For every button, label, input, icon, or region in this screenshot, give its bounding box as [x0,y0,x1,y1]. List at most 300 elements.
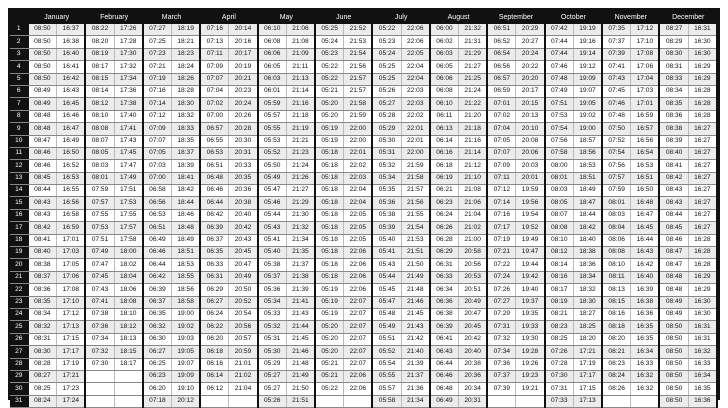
sunrise-cell: 06:57 [487,73,516,85]
table-row [10,247,717,259]
sunset-cell: 20:17 [516,85,545,97]
sunrise-cell: 06:37 [143,296,172,308]
sunrise-cell: 05:19 [315,296,344,308]
sunrise-cell: 07:25 [143,36,172,48]
sunrise-cell: 07:14 [143,98,172,110]
sunrise-cell: 08:18 [602,321,631,333]
sunrise-cell: 06:27 [143,346,172,358]
sunrise-cell: 06:08 [258,36,287,48]
sunset-cell: 21:49 [286,370,315,382]
sunrise-cell: 07:56 [545,135,574,147]
sunset-cell: 16:29 [688,271,717,283]
sunrise-cell: 07:29 [487,308,516,320]
day-number-cell: 8 [10,110,28,122]
sunset-cell: 19:09 [573,73,602,85]
sunrise-cell: 06:25 [143,358,172,370]
sunset-cell: 16:35 [631,333,660,345]
sunset-cell: 16:59 [631,110,660,122]
sunset-cell: 21:38 [286,271,315,283]
day-number-cell: 24 [10,308,28,320]
sunrise-cell: 06:53 [143,209,172,221]
sunrise-cell: 06:16 [200,358,229,370]
sunrise-cell: 08:12 [85,98,114,110]
sunset-cell: 18:39 [172,160,201,172]
sunset-cell: 20:14 [229,24,258,36]
sunrise-cell: 07:18 [143,395,172,407]
sunset-cell: 16:31 [688,24,717,36]
sunrise-cell: 07:46 [602,98,631,110]
sunset-cell: 18:10 [114,308,143,320]
sunrise-cell: 06:43 [430,346,459,358]
sunrise-cell: 06:14 [430,135,459,147]
sunrise-cell: 05:45 [372,284,401,296]
sunset-cell: 16:42 [57,73,86,85]
sunrise-cell: 06:05 [258,61,287,73]
sunset-cell: 21:10 [459,172,488,184]
sunrise-cell: 08:41 [659,160,688,172]
sunset-cell: 20:21 [229,73,258,85]
sunset-cell: 17:57 [114,222,143,234]
sunrise-cell: 06:20 [143,383,172,395]
sunset-cell [631,395,660,407]
sunrise-cell: 06:30 [143,333,172,345]
sunset-cell: 16:52 [57,160,86,172]
sunrise-cell: 06:27 [200,296,229,308]
sunrise-cell: 07:21 [487,247,516,259]
sunset-cell: 16:46 [57,110,86,122]
sunrise-cell: 05:53 [258,135,287,147]
sunrise-cell: 08:32 [28,321,57,333]
sunrise-cell: 06:00 [430,24,459,36]
sunset-cell: 16:53 [631,160,660,172]
day-number-cell: 11 [10,147,28,159]
sunset-cell: 17:24 [57,395,86,407]
sunset-cell: 16:57 [631,123,660,135]
sunset-cell: 17:12 [631,24,660,36]
sunset-cell: 16:59 [57,222,86,234]
sunset-cell: 21:00 [459,234,488,246]
sunset-cell: 18:27 [573,308,602,320]
table-row [10,36,717,48]
sunset-cell: 17:23 [57,383,86,395]
sunrise-cell: 08:03 [85,160,114,172]
sunset-cell: 21:23 [286,147,315,159]
table-row [10,24,717,36]
table-row [10,308,717,320]
month-header-row [10,10,717,24]
sunrise-cell: 05:57 [372,383,401,395]
day-number-cell: 17 [10,222,28,234]
sunrise-cell: 07:36 [85,321,114,333]
sunset-cell: 21:32 [459,24,488,36]
sunset-cell: 19:16 [573,36,602,48]
sunset-cell: 21:16 [459,135,488,147]
sunset-cell: 19:02 [172,321,201,333]
sunset-cell: 16:39 [631,284,660,296]
sunset-cell: 21:31 [459,36,488,48]
sunset-cell: 21:13 [286,73,315,85]
sunset-cell: 17:13 [57,321,86,333]
sunset-cell: 17:13 [573,395,602,407]
sunrise-cell: 08:42 [659,172,688,184]
sunrise-cell: 05:22 [315,61,344,73]
sunrise-cell: 08:06 [602,234,631,246]
sunrise-cell: 06:39 [143,284,172,296]
sunset-cell: 16:35 [631,321,660,333]
sunset-cell: 18:15 [114,346,143,358]
sunset-cell: 17:10 [631,36,660,48]
sunrise-cell: 06:56 [487,61,516,73]
sunset-cell: 17:32 [114,61,143,73]
sunset-cell: 16:36 [688,395,717,407]
sunrise-cell: 08:08 [602,247,631,259]
sunrise-cell [315,395,344,407]
sunset-cell: 21:55 [401,209,430,221]
sunset-cell: 21:24 [286,160,315,172]
sunrise-cell: 07:46 [545,61,574,73]
sunset-cell: 16:47 [57,123,86,135]
sunset-cell: 21:04 [229,383,258,395]
sunset-cell: 18:51 [172,247,201,259]
sunset-cell: 21:57 [344,73,373,85]
sunrise-cell: 06:24 [430,209,459,221]
sunset-cell: 17:36 [114,85,143,97]
sunrise-cell: 08:08 [545,222,574,234]
sunset-cell: 16:56 [57,197,86,209]
day-number-cell: 7 [10,98,28,110]
sunrise-cell: 05:43 [372,259,401,271]
table-row [10,135,717,147]
sunset-cell: 20:43 [229,234,258,246]
sunset-cell: 20:42 [459,333,488,345]
sunrise-cell: 06:42 [143,271,172,283]
sunset-cell: 20:22 [516,61,545,73]
sunrise-cell: 07:49 [545,85,574,97]
sunrise-cell: 06:53 [200,147,229,159]
sunset-cell: 20:57 [229,333,258,345]
sunrise-cell: 08:31 [28,333,57,345]
day-number-cell: 20 [10,259,28,271]
sunset-cell: 22:00 [344,123,373,135]
sunrise-cell: 06:14 [200,370,229,382]
sunset-cell: 21:56 [344,61,373,73]
sunrise-cell: 06:57 [200,123,229,135]
sunset-cell: 21:29 [286,197,315,209]
sunset-cell: 19:19 [573,24,602,36]
sunset-cell: 22:06 [344,383,373,395]
sunset-cell: 22:06 [401,36,430,48]
sunrise-cell: 05:38 [372,209,401,221]
sunrise-cell: 07:04 [200,85,229,97]
sunrise-cell: 05:49 [372,321,401,333]
sunset-cell: 16:32 [631,383,660,395]
sunset-cell: 22:00 [344,135,373,147]
sunset-cell: 19:40 [516,284,545,296]
sunrise-cell: 06:56 [143,197,172,209]
sunset-cell: 22:07 [344,308,373,320]
sunset-cell: 16:36 [631,308,660,320]
sunset-cell: 21:18 [286,110,315,122]
sunrise-cell: 07:30 [545,370,574,382]
table-row [10,271,717,283]
sunrise-cell: 05:44 [372,271,401,283]
sunset-cell: 19:02 [573,110,602,122]
sunrise-cell: 07:28 [545,358,574,370]
sunrise-cell: 08:01 [602,197,631,209]
sunrise-cell: 06:22 [200,321,229,333]
sunset-cell: 16:27 [688,197,717,209]
sunset-cell: 19:05 [573,98,602,110]
sunset-cell: 17:06 [57,271,86,283]
sunset-cell: 16:28 [688,234,717,246]
sunrise-cell: 06:10 [430,98,459,110]
sunrise-cell: 06:32 [143,321,172,333]
day-number-cell: 13 [10,172,28,184]
sunset-cell: 21:02 [229,370,258,382]
sunset-cell: 21:21 [286,135,315,147]
sunrise-cell: 08:46 [659,234,688,246]
sunrise-cell: 05:18 [315,247,344,259]
sunrise-cell: 08:47 [659,259,688,271]
sunset-cell: 17:43 [114,135,143,147]
sunrise-cell: 06:49 [143,234,172,246]
sunset-cell: 16:32 [631,370,660,382]
sunrise-cell [85,383,114,395]
sunset-cell: 21:46 [401,296,430,308]
month-header: April [200,10,257,24]
sunrise-cell: 07:36 [487,358,516,370]
sunrise-cell: 08:50 [28,61,57,73]
sunset-cell: 19:30 [516,333,545,345]
sunset-cell: 16:45 [57,98,86,110]
sunrise-cell: 06:03 [430,48,459,60]
day-number-cell: 23 [10,296,28,308]
sunset-cell: 20:53 [459,271,488,283]
sunset-cell: 17:53 [114,197,143,209]
sunset-cell: 16:34 [631,346,660,358]
day-number-cell: 22 [10,284,28,296]
sunrise-cell: 06:48 [200,172,229,184]
sunset-cell: 20:38 [229,197,258,209]
sunset-cell: 21:19 [286,123,315,135]
sunset-cell: 16:34 [688,370,717,382]
sunset-cell: 20:51 [459,284,488,296]
sunset-cell: 16:29 [688,73,717,85]
sunrise-cell: 05:47 [258,185,287,197]
sunset-cell: 21:44 [286,321,315,333]
sunrise-cell: 06:36 [430,296,459,308]
sunset-cell: 17:40 [114,110,143,122]
sunrise-cell: 07:48 [545,73,574,85]
sunrise-cell: 07:12 [143,110,172,122]
sunrise-cell: 06:44 [430,358,459,370]
sunrise-cell: 06:29 [430,247,459,259]
sunset-cell: 21:04 [459,209,488,221]
sunrise-cell: 05:27 [258,370,287,382]
sunrise-cell: 07:42 [545,24,574,36]
sunset-cell: 18:57 [573,135,602,147]
sunset-cell: 20:26 [229,110,258,122]
sunrise-cell: 06:49 [430,395,459,407]
sunset-cell: 18:38 [573,247,602,259]
sunset-cell: 21:50 [401,259,430,271]
table-row [10,197,717,209]
sunset-cell: 22:06 [344,271,373,283]
sunset-cell: 16:27 [688,135,717,147]
sunrise-cell: 06:35 [143,308,172,320]
sunset-cell: 20:52 [229,296,258,308]
sunrise-cell: 06:20 [200,333,229,345]
sunrise-cell: 08:13 [602,284,631,296]
sunset-cell: 22:06 [344,259,373,271]
sunset-cell: 19:59 [516,185,545,197]
sunset-cell: 20:40 [459,346,488,358]
sunrise-cell: 05:18 [315,197,344,209]
sunset-cell: 18:00 [114,247,143,259]
sunrise-cell: 07:12 [487,185,516,197]
sunrise-cell [487,395,516,407]
sunset-cell: 22:05 [344,209,373,221]
day-number-cell: 5 [10,73,28,85]
day-number-cell: 19 [10,247,28,259]
sunrise-cell: 08:10 [545,234,574,246]
sunrise-cell: 08:47 [28,135,57,147]
day-number-cell: 21 [10,271,28,283]
sunset-cell: 20:19 [229,61,258,73]
day-number-cell: 27 [10,346,28,358]
sunrise-cell: 06:54 [487,48,516,60]
sunrise-cell: 05:41 [258,234,287,246]
sunrise-cell: 08:50 [28,36,57,48]
sunrise-cell: 06:08 [430,85,459,97]
sunrise-cell: 07:53 [545,110,574,122]
sunrise-cell: 08:14 [545,259,574,271]
sunset-cell: 16:58 [57,209,86,221]
sunset-cell: 21:06 [286,24,315,36]
sunset-cell: 16:33 [631,358,660,370]
sunset-cell: 17:51 [114,185,143,197]
sunrise-cell: 05:26 [372,85,401,97]
sunset-cell: 20:38 [459,358,488,370]
sunset-cell: 16:44 [631,234,660,246]
sunrise-cell: 06:35 [200,247,229,259]
sunset-cell: 16:55 [57,185,86,197]
sunset-cell: 21:52 [344,24,373,36]
sunset-cell: 20:45 [459,321,488,333]
sunset-cell: 20:24 [516,48,545,60]
sunset-cell: 22:04 [401,61,430,73]
sunrise-cell: 08:17 [545,284,574,296]
sunrise-cell: 05:30 [258,346,287,358]
sunrise-cell: 08:01 [545,172,574,184]
table-row [10,98,717,110]
sunrise-cell: 08:25 [28,383,57,395]
table-row [10,296,717,308]
sunset-cell: 17:06 [631,61,660,73]
month-header: May [258,10,315,24]
sunrise-cell: 05:40 [372,234,401,246]
sunset-cell: 21:32 [286,222,315,234]
sunrise-cell: 08:19 [85,48,114,60]
month-header: March [143,10,200,24]
sunset-cell: 19:21 [516,383,545,395]
sunrise-cell: 08:40 [659,147,688,159]
sunrise-cell: 08:45 [28,172,57,184]
sunset-cell: 17:05 [57,259,86,271]
sunset-cell: 18:53 [573,160,602,172]
sunset-cell: 20:30 [229,135,258,147]
sunrise-cell: 08:36 [659,110,688,122]
sunset-cell: 18:37 [172,147,201,159]
sunset-cell: 16:27 [688,209,717,221]
sunrise-cell: 06:02 [430,36,459,48]
sunrise-cell: 08:03 [545,185,574,197]
sunrise-cell: 05:29 [372,123,401,135]
sunset-cell: 20:03 [516,160,545,172]
sunrise-cell: 08:20 [602,333,631,345]
sunrise-cell: 05:18 [315,147,344,159]
sunset-cell: 19:12 [573,61,602,73]
sunset-cell: 19:56 [516,197,545,209]
sunset-cell: 22:03 [344,172,373,184]
sunrise-cell: 08:15 [85,73,114,85]
sunrise-cell: 06:05 [430,61,459,73]
sunrise-cell: 05:59 [258,98,287,110]
sunset-cell: 20:33 [229,160,258,172]
sunrise-cell: 07:07 [487,147,516,159]
sunset-cell: 17:04 [631,73,660,85]
sunset-cell: 16:30 [688,296,717,308]
table-row [10,358,717,370]
sunset-cell: 22:04 [344,185,373,197]
sunrise-cell: 05:21 [315,85,344,97]
table-row [10,284,717,296]
sunrise-cell: 08:29 [659,36,688,48]
sunrise-cell: 08:49 [659,296,688,308]
sunset-cell: 20:47 [229,259,258,271]
sunrise-cell: 05:54 [372,358,401,370]
sunset-cell: 18:12 [114,321,143,333]
sunset-cell: 21:09 [286,48,315,60]
day-number-cell: 15 [10,197,28,209]
sunset-cell: 19:23 [516,370,545,382]
sunrise-cell: 07:19 [487,234,516,246]
sunrise-cell: 07:09 [143,123,172,135]
sunrise-cell: 07:00 [200,110,229,122]
sunrise-cell: 06:42 [200,209,229,221]
sunset-cell: 22:06 [401,24,430,36]
sunset-cell: 21:22 [459,98,488,110]
sunset-cell: 17:03 [631,85,660,97]
sunset-cell: 22:05 [344,234,373,246]
sunset-cell: 20:28 [229,123,258,135]
table-row [10,172,717,184]
sunrise-cell: 07:02 [200,98,229,110]
month-header: February [85,10,142,24]
sunrise-cell: 07:54 [602,147,631,159]
sunrise-cell: 05:23 [372,36,401,48]
sunrise-cell: 07:30 [85,358,114,370]
sunset-cell: 22:05 [401,48,430,60]
sunrise-cell: 07:05 [487,135,516,147]
sunset-cell: 17:19 [57,358,86,370]
day-number-cell: 31 [10,395,28,407]
sunrise-cell: 05:22 [315,73,344,85]
sunrise-cell: 08:42 [28,222,57,234]
sunset-cell: 19:00 [573,123,602,135]
sunrise-cell: 07:58 [545,147,574,159]
sunrise-cell: 05:50 [258,160,287,172]
